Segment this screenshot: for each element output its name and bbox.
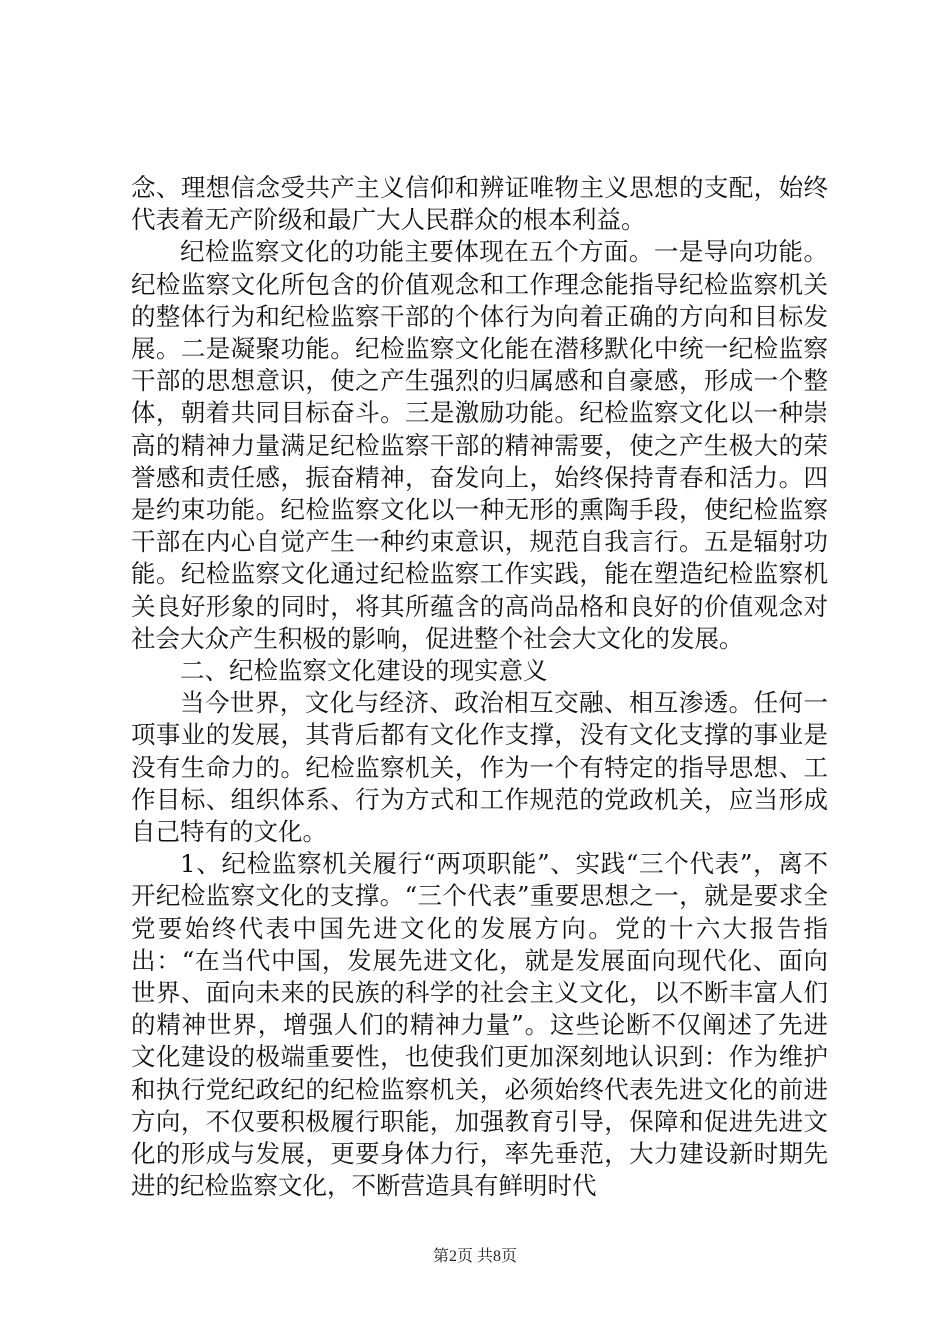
paragraph-significance: 当今世界，文化与经济、政治相互交融、相互渗透。任何一项事业的发展，其背后都有文化作支撑，没有文化支撑的事业是没有生命力的。纪检监察机关，作为一个有特定的指导思想、工作目标、组织体系、行为方式和工作规范的党政机关，应当形成自己特有的文化。 [131,688,828,847]
paragraph-point-1: 1、纪检监察机关履行“两项职能”、实践“三个代表”，离不开纪检监察文化的支撑。“三个代表”重要思想之一，就是要求全党要始终代表中国先进文化的发展方向。党的十六大报告指出：“在当代中国，发展先进文化，就是发展面向现代化、面向世界、面向未来的民族的科学的社会主义文化，以不断丰富人们的精神世界，增强人们的精神力量”。这些论断不仅阐述了先进文化建设的极端重要性，也使我们更加深刻地认识到：作为维护和执行党纪政纪的纪检监察机关，必须始终代表先进文化的前进方向，不仅要积极履行职能，加强教育引导，保障和促进先进文化的形成与发展，更要身体力行，率先垂范，大力建设新时期先进的纪检监察文化，不断营造具有鲜明时代 [131,849,828,1201]
section-heading: 二、纪检监察文化建设的现实意义 [180,656,548,686]
paragraph-continuation: 念、理想信念受共产主义信仰和辨证唯物主义思想的支配，始终代表着无产阶级和最广大人民群众的根本利益。 [131,173,828,235]
page-footer: 第2页 共8页 [432,1248,517,1265]
paragraph-functions: 纪检监察文化的功能主要体现在五个方面。一是导向功能。纪检监察文化所包含的价值观念和工作理念能指导纪检监察机关的整体行为和纪检监察干部的个体行为向着正确的方向和目标发展。二是凝聚功能。纪检监察文化能在潜移默化中统一纪检监察干部的思想意识，使之产生强烈的归属感和自豪感，形成一个整体，朝着共同目标奋斗。三是激励功能。纪检监察文化以一种崇高的精神力量满足纪检监察干部的精神需要，使之产生极大的荣誉感和责任感，振奋精神，奋发向上，始终保持青春和活力。四是约束功能。纪检监察文化以一种无形的熏陶手段，使纪检监察干部在内心自觉产生一种约束意识，规范自我言行。五是辐射功能。纪检监察文化通过纪检监察工作实践，能在塑造纪检监察机关良好形象的同时，将其所蕴含的高尚品格和良好的价值观念对社会大众产生积极的影响，促进整个社会大文化的发展。 [131,237,828,653]
document-body [131,172,828,1203]
